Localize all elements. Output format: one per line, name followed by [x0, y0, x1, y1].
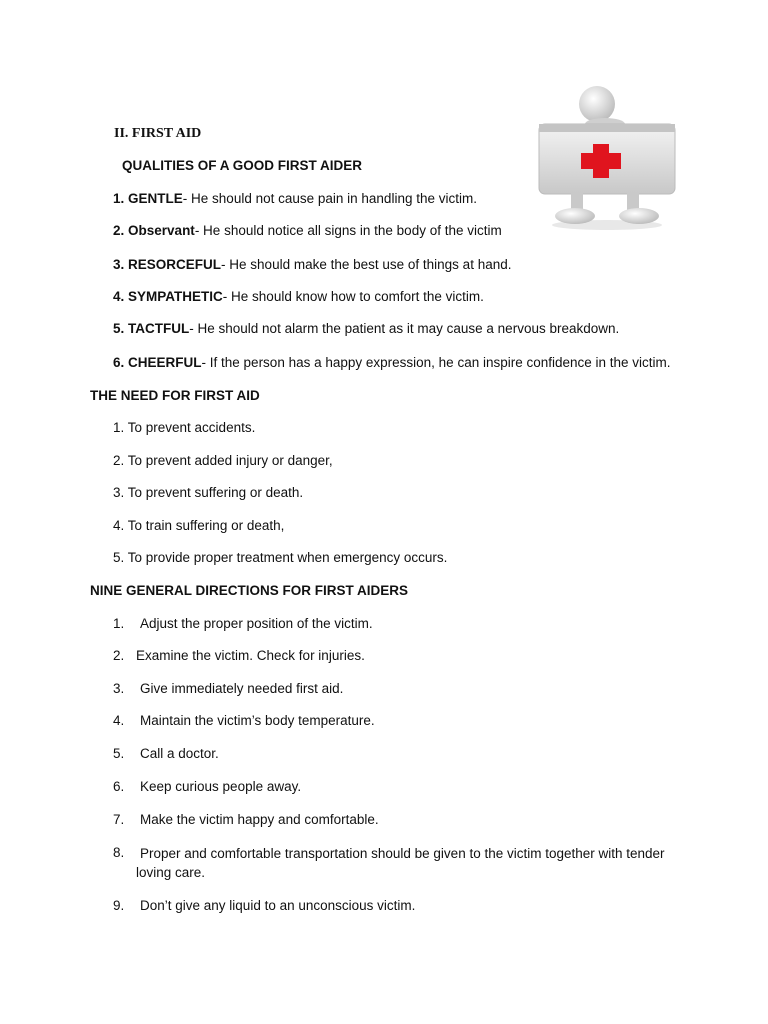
quality-description: - He should make the best use of things at hand.: [221, 257, 512, 272]
quality-term: Observant: [128, 223, 195, 238]
quality-item: [113, 222, 502, 240]
quality-description: - If the person has a happy expression, he can inspire confidence in the victim.: [201, 355, 671, 370]
quality-item: [113, 354, 671, 372]
direction-item: [113, 680, 343, 698]
direction-item: [113, 647, 365, 665]
direction-number: 1.: [113, 616, 125, 631]
direction-number: 6.: [113, 779, 125, 794]
section-heading: II. FIRST AID: [114, 126, 202, 141]
direction-text: Maintain the victim’s body temperature.: [140, 713, 375, 728]
quality-description: - He should know how to comfort the victim.: [222, 289, 484, 304]
direction-text: Adjust the proper position of the victim.: [140, 616, 373, 631]
quality-term: TACTFUL: [128, 321, 190, 336]
direction-number: 7.: [113, 812, 125, 827]
need-item: 4. To train suffering or death,: [113, 518, 285, 533]
quality-item: [113, 190, 477, 208]
direction-item: [113, 778, 301, 796]
need-item: 2. To prevent added injury or danger,: [113, 453, 333, 468]
direction-text: Make the victim happy and comfortable.: [140, 812, 379, 827]
direction-number: 4.: [113, 713, 125, 728]
quality-description: - He should not cause pain in handling the victim.: [182, 191, 477, 206]
direction-text: Proper and comfortable transportation should be given to the victim together with tender loving care.: [136, 846, 665, 880]
direction-item: [113, 844, 681, 882]
quality-number: 2.: [113, 223, 125, 238]
need-title: THE NEED FOR FIRST AID: [90, 388, 260, 403]
direction-number: 2.: [113, 648, 125, 663]
direction-item: [113, 712, 375, 730]
quality-term: CHEERFUL: [128, 355, 202, 370]
direction-number: 9.: [113, 898, 125, 913]
quality-item: [113, 256, 511, 274]
first-aid-figure-illustration: [535, 82, 685, 232]
direction-item: [113, 615, 373, 633]
quality-number: 5.: [113, 321, 125, 336]
direction-text: Don’t give any liquid to an unconscious victim.: [140, 898, 416, 913]
first-aid-kit-icon: [535, 82, 685, 232]
quality-term: RESORCEFUL: [128, 257, 222, 272]
quality-item: [113, 320, 619, 338]
directions-title: NINE GENERAL DIRECTIONS FOR FIRST AIDERS: [90, 583, 409, 598]
direction-text: Call a doctor.: [140, 746, 219, 761]
quality-description: - He should not alarm the patient as it may cause a nervous breakdown.: [189, 321, 620, 336]
direction-number: 3.: [113, 681, 125, 696]
direction-item: [113, 811, 379, 829]
quality-item: [113, 288, 484, 306]
quality-term: SYMPATHETIC: [128, 289, 223, 304]
direction-item: [113, 745, 219, 763]
quality-number: 4.: [113, 289, 125, 304]
direction-number: 8.: [113, 845, 125, 860]
direction-text: Examine the victim. Check for injuries.: [136, 648, 365, 663]
direction-text: Keep curious people away.: [140, 779, 302, 794]
quality-description: - He should notice all signs in the body of the victim: [194, 223, 502, 238]
quality-term: GENTLE: [128, 191, 183, 206]
quality-number: 1.: [113, 191, 125, 206]
qualities-title: QUALITIES OF A GOOD FIRST AIDER: [122, 158, 363, 173]
need-item: 5. To provide proper treatment when emergency occurs.: [113, 550, 448, 565]
quality-number: 6.: [113, 355, 125, 370]
direction-item: [113, 897, 415, 915]
direction-number: 5.: [113, 746, 125, 761]
direction-text: Give immediately needed first aid.: [140, 681, 344, 696]
quality-number: 3.: [113, 257, 125, 272]
need-item: 1. To prevent accidents.: [113, 420, 256, 435]
need-item: 3. To prevent suffering or death.: [113, 485, 304, 500]
